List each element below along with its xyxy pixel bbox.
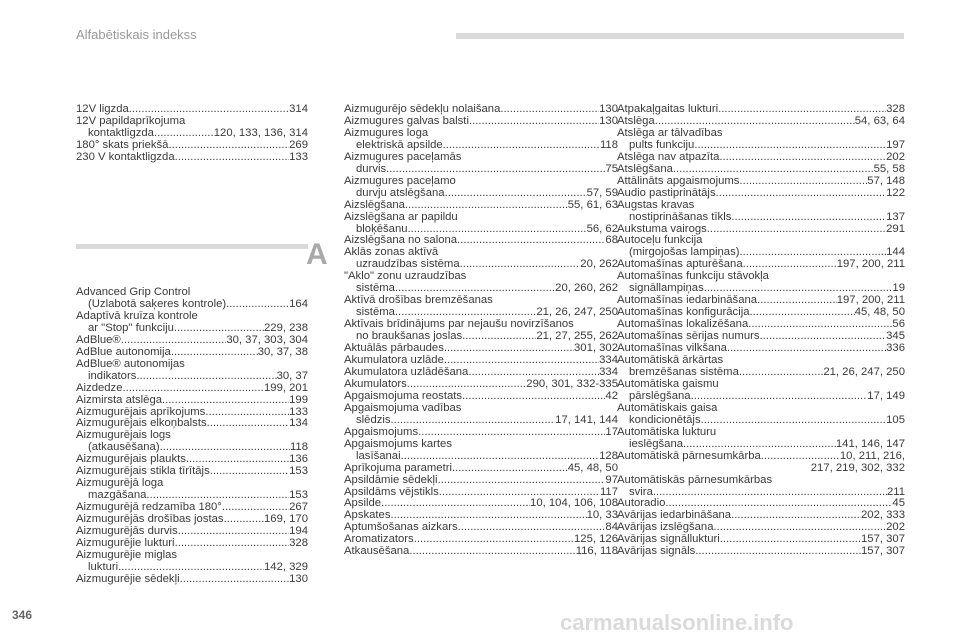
dot-leader <box>701 415 887 427</box>
index-entry-pages: 17, 141, 144 <box>555 413 618 426</box>
index-entry-pages: 334 <box>599 365 618 378</box>
index-entry-term: Atslēga nav atpazīta <box>617 150 720 163</box>
index-entry-pages: 10, 33 <box>586 509 618 522</box>
index-entry-term: sistēma <box>356 306 395 319</box>
index-entry-pages: 314 <box>289 103 308 115</box>
index-entry <box>344 463 618 475</box>
index-entry-pages: 125, 126 <box>574 533 618 546</box>
index-entry-pages: 141, 146, 147 <box>835 437 905 450</box>
index-entry-pages: 56, 62 <box>586 222 618 235</box>
index-entry-term: Aizdedze <box>76 381 123 394</box>
index-entry-pages: 19 <box>892 282 905 295</box>
header-bar <box>456 33 904 39</box>
index-entry-pages: 117 <box>599 485 618 498</box>
dot-leader <box>444 343 574 355</box>
index-entry-term: slēdzis <box>356 413 391 426</box>
index-entry-term: Avārijas signāls <box>617 545 696 558</box>
index-entry-term: 230 V kontaktligzda <box>76 150 175 163</box>
section-letter: A <box>306 238 328 271</box>
index-entry-term: Aizmugurējā redzamība 180° <box>76 501 222 514</box>
index-entry-term: Aizmugurējās drošības jostas <box>76 513 224 526</box>
index-entry-pages: 164 <box>289 297 308 310</box>
index-entry-pages: 30, 37, 303, 304 <box>226 333 308 346</box>
index-entry-term: Atkausēšana <box>344 545 410 558</box>
dot-leader <box>462 391 605 403</box>
index-entry-term: Apgaismojuma reostats <box>344 389 463 402</box>
index-entry <box>344 546 618 558</box>
index-entry-term: ar "Stop" funkciju <box>88 321 174 334</box>
index-entry-term: ieslēgšana <box>629 437 684 450</box>
dot-leader <box>205 407 289 419</box>
index-entry-term: Automātiskā ārkārtas <box>617 354 724 367</box>
index-entry-pages: 133 <box>289 150 308 163</box>
dot-leader <box>469 116 599 128</box>
index-entry-pages: 17, 149 <box>867 389 905 402</box>
index-entry-pages: 57, 148 <box>867 174 905 187</box>
dot-leader <box>414 534 574 546</box>
index-entry-pages: 328 <box>886 103 905 115</box>
index-entry-term: Aizmugures paceļamās <box>344 150 462 163</box>
index-entry-pages: 194 <box>289 525 308 538</box>
index-entry-term: Atslēga ar tālvadības <box>617 126 723 139</box>
index-entry-pages: 20, 260, 262 <box>555 282 618 295</box>
index-entry-pages: 153 <box>289 465 308 478</box>
dot-leader <box>748 319 892 331</box>
index-entry-term: Aktuālās pārbaudes <box>344 342 444 355</box>
index-entry-term: Avārijas iedarbināšana <box>617 509 732 522</box>
index-entry-pages: 217, 219, 302, 332 <box>810 461 905 474</box>
index-entry-term: svira <box>629 485 653 498</box>
dot-leader <box>719 152 886 164</box>
index-entry-term: Aktīvā drošības bremzēšanas <box>344 294 493 307</box>
dot-leader <box>171 347 258 359</box>
index-entry-term: (mirgojošas lampiņas) <box>629 246 740 259</box>
index-entry-term: Avārijas signāllukturi <box>617 533 720 546</box>
index-entry-pages: 97 <box>605 473 618 486</box>
dot-leader <box>162 395 289 407</box>
dot-leader <box>409 546 575 558</box>
index-entry-term: bloķēšanu <box>356 222 408 235</box>
index-entry-pages: 199, 201 <box>264 381 308 394</box>
index-entry-pages: 21, 26, 247, 250 <box>536 306 618 319</box>
index-entry-term: lasīšanai <box>356 449 401 462</box>
index-entry-pages: 136 <box>289 453 308 466</box>
index-entry-pages: 328 <box>289 537 308 550</box>
index-entry-term: (Uzlabotā saķeres kontrole) <box>88 297 227 310</box>
index-entry <box>344 427 618 439</box>
index-entry-term: pārslēgšana <box>629 389 691 402</box>
index-entry-pages: 21, 27, 255, 262 <box>536 330 618 343</box>
dot-leader <box>136 371 276 383</box>
index-entry-pages: 199 <box>289 393 308 406</box>
index-entry <box>617 415 905 427</box>
dot-leader <box>457 235 605 247</box>
index-entry <box>76 335 308 347</box>
dot-leader <box>418 427 605 439</box>
dot-leader <box>175 152 290 164</box>
index-entry-pages: 142, 329 <box>264 560 308 573</box>
index-entry-pages: 10, 104, 106, 108 <box>530 497 618 510</box>
index-entry-term: Automātiska lukturu <box>617 425 717 438</box>
index-entry-term: Automātiska gaismu <box>617 377 719 390</box>
index-entry-term: Autoceļu funkcija <box>617 234 703 247</box>
index-entry-pages: 336 <box>886 342 905 355</box>
index-entry-pages: 55, 61, 63 <box>567 198 618 211</box>
index-entry-term: Akumulators <box>344 377 407 390</box>
index-entry-pages: 157, 307 <box>861 533 905 546</box>
index-entry-term: (atkausēšana) <box>88 441 160 454</box>
index-entry-term: durvju atslēgšana <box>356 186 445 199</box>
dot-leader <box>178 526 289 538</box>
index-entry <box>76 395 308 407</box>
index-entry-term: Aktīvais brīdinājums par nejaušu novirzīšanos <box>344 318 574 331</box>
index-entry-term: elektriskā apsilde <box>356 138 443 151</box>
index-entry-term: Automātiskās pārnesumkārbas <box>617 473 773 486</box>
index-entry-term: Aklās zonas aktīvā <box>344 246 439 259</box>
index-column-3 <box>617 104 905 558</box>
index-entry <box>617 164 905 176</box>
index-entry-term: nostiprināšanas tīkls <box>629 210 732 223</box>
index-entry-pages: 202 <box>886 521 905 534</box>
dot-leader <box>381 498 530 510</box>
index-entry-pages: 128 <box>599 449 618 462</box>
index-entry-pages: 45, 48, 50 <box>567 461 618 474</box>
index-entry-pages: 290, 301, 332-335 <box>526 377 618 390</box>
dot-leader <box>695 546 861 558</box>
index-entry-pages: 54, 63, 64 <box>854 114 905 127</box>
index-entry-term: kontaktligzda <box>88 126 154 139</box>
dot-leader <box>739 367 823 379</box>
index-entry-term: AdBlue® autonomijas <box>76 357 185 370</box>
dot-leader <box>438 475 606 487</box>
index-entry-term: AdBlue® <box>76 333 121 346</box>
index-entry-term: 12V ligzda <box>76 103 129 115</box>
index-entry <box>617 176 905 188</box>
index-entry-term: mazgāšana <box>88 489 147 502</box>
index-entry-term: Autoradio <box>617 497 666 510</box>
dot-leader <box>691 391 868 403</box>
index-entry-pages: 153 <box>289 489 308 502</box>
index-entry-term: Apskates <box>344 509 391 522</box>
index-entry-term: Advanced Grip Control <box>76 286 191 298</box>
index-entry-pages: 229, 238 <box>264 321 308 334</box>
index-entry <box>617 439 905 451</box>
index-entry-term: Aizmugurējais plaukts <box>76 453 186 466</box>
index-entry-pages: 345 <box>886 330 905 343</box>
index-entry-pages: 134 <box>289 417 308 430</box>
index-entry-term: Aizmugurējais aprīkojums <box>76 405 206 418</box>
index-column-1-bottom <box>76 287 308 586</box>
dot-leader <box>720 534 861 546</box>
index-entry-term: Aizmugurējā loga <box>76 477 164 490</box>
index-entry-pages: 130 <box>289 572 308 585</box>
index-entry-term: Aizslēgšana no salona <box>344 234 458 247</box>
index-entry-term: Aizmugures paceļamo <box>344 174 456 187</box>
index-entry-pages: 291 <box>886 222 905 235</box>
index-entry-term: 12V papildaprīkojuma <box>76 114 186 127</box>
index-entry <box>344 451 618 463</box>
index-entry-pages: 105 <box>886 413 905 426</box>
index-entry <box>617 546 905 558</box>
index-entry-pages: 144 <box>886 246 905 259</box>
index-entry <box>344 188 618 200</box>
index-entry-pages: 56 <box>892 318 905 331</box>
index-entry-term: Apgaismojums <box>344 425 419 438</box>
index-entry-term: Aizmugurējais stikla tīrītājs <box>76 465 210 478</box>
dot-leader <box>757 295 837 307</box>
index-entry-term: Aptumšošanas aizkars <box>344 521 458 534</box>
index-entry-term: Automašīnas lokalizēšana <box>617 318 749 331</box>
index-entry-pages: 197, 200, 211 <box>836 294 905 307</box>
index-entry <box>617 188 905 200</box>
section-divider <box>76 244 308 249</box>
index-entry-term: Automašīnas funkciju stāvokļa <box>617 270 769 283</box>
index-entry-term: Automašīnas konfigurācija <box>617 306 750 319</box>
index-entry-pages: 42 <box>605 389 618 402</box>
index-entry-term: Avārijas izslēgšana <box>617 521 714 534</box>
index-entry <box>617 212 905 224</box>
index-entry-pages: 197, 200, 211 <box>836 258 905 271</box>
index-entry-term: Automašīnas apturēšana <box>617 258 743 271</box>
index-entry-term: Automātiskā pārnesumkārba <box>617 449 761 462</box>
index-entry-term: 180° skats priekšā <box>76 138 169 151</box>
index-entry-pages: 130 <box>599 114 618 127</box>
dot-leader <box>731 212 886 224</box>
dot-leader <box>761 451 840 463</box>
index-entry-pages: 55, 58 <box>873 162 905 175</box>
index-column-1-top <box>76 104 308 164</box>
index-entry-term: Adaptīvā kruīza kontrole <box>76 309 198 322</box>
dot-leader <box>224 514 264 526</box>
index-entry-term: uzraudzības sistēma <box>356 258 460 271</box>
index-entry-term: Automātiskais gaisa <box>617 401 718 414</box>
index-entry-pages: 75 <box>605 162 618 175</box>
index-entry-pages: 267 <box>289 501 308 514</box>
index-entry-term: Audio pastiprinātājs <box>617 186 716 199</box>
index-entry-term: Aizmugurējie miglas <box>76 548 178 561</box>
dot-leader <box>731 510 861 522</box>
dot-leader <box>401 451 600 463</box>
index-entry <box>76 574 308 586</box>
index-entry-pages: 17 <box>605 425 618 438</box>
dot-leader <box>760 331 887 343</box>
index-entry-term: Akumulatora uzlādēšana <box>344 365 469 378</box>
dot-leader <box>226 299 289 311</box>
dot-leader <box>716 188 887 200</box>
index-entry-term: Atslēga <box>617 114 655 127</box>
watermark: carmanualsonline.info <box>560 610 794 635</box>
index-entry-pages: 197 <box>886 138 905 151</box>
index-entry-term: AdBlue autonomija <box>76 345 171 358</box>
index-entry-pages: 20, 262 <box>580 258 618 271</box>
index-entry-term: Apsilde <box>344 497 382 510</box>
index-entry-pages: 84 <box>605 521 618 534</box>
dot-leader <box>462 331 536 343</box>
dot-leader <box>210 466 289 478</box>
index-entry-term: Apgaismojuma vadības <box>344 401 462 414</box>
index-entry-term: Akumulatora uzlāde <box>344 354 444 367</box>
index-entry-term: Automašīnas vilkšana <box>617 342 727 355</box>
index-entry-pages: 137 <box>886 210 905 223</box>
index-entry-term: lukturi <box>88 560 119 573</box>
index-entry-term: kondicionētājs <box>629 413 701 426</box>
index-entry-term: sistēma <box>356 282 395 295</box>
dot-leader <box>180 574 290 586</box>
index-entry-pages: 118 <box>599 138 618 151</box>
index-entry-pages: 30, 37, 38 <box>257 345 308 358</box>
dot-leader <box>460 259 581 271</box>
index-entry-pages: 118 <box>289 441 308 454</box>
index-entry-term: durvis <box>356 162 387 175</box>
index-entry-term: Aizmugurējie lukturi <box>76 537 175 550</box>
index-entry-pages: 116, 118 <box>575 545 618 558</box>
index-entry-term: Apsildāmie sēdekļi <box>344 473 438 486</box>
dot-leader <box>445 188 587 200</box>
dot-leader <box>386 164 605 176</box>
index-entry-term: Aizslēgšana ar papildu <box>344 210 458 223</box>
index-entry-term: Aizmugurējais elkoņbalsts <box>76 417 207 430</box>
index-entry-pages: 157, 307 <box>861 545 905 558</box>
index-entry-term: Automašīnas iedarbināšana <box>617 294 758 307</box>
dot-leader <box>405 200 568 212</box>
index-entry-term: Aprīkojuma parametri <box>344 461 452 474</box>
dot-leader <box>121 335 227 347</box>
index-entry-pages: 211 <box>886 485 905 498</box>
index-entry-pages: 122 <box>886 186 905 199</box>
index-entry-term: Aizmugurējo sēdekļu nolaišana <box>344 103 501 115</box>
index-entry <box>617 152 905 164</box>
index-entry-term: pults funkciju <box>629 138 695 151</box>
dot-leader <box>122 383 264 395</box>
index-entry-term: Aizslēgšana <box>344 198 405 211</box>
index-entry-pages: 130 <box>599 103 618 115</box>
index-entry <box>76 347 308 359</box>
dot-leader <box>673 164 874 176</box>
page-number: 346 <box>12 608 33 622</box>
index-entry-pages: 334 <box>599 354 618 367</box>
index-entry-pages: 301, 302 <box>574 342 618 355</box>
index-entry-term: Aizmugurējās durvis <box>76 525 178 538</box>
index-entry-term: Aizmugures galvas balsti <box>344 114 469 127</box>
index-entry-term: indikators <box>88 369 137 382</box>
index-entry-pages: 133 <box>289 405 308 418</box>
index-entry-term: "Aklo" zonu uzraudzības <box>344 270 467 283</box>
index-entry-term: Augstas kravas <box>617 198 695 211</box>
index-entry-term: Aizmugurējais logs <box>76 429 171 442</box>
index-entry-pages: 45 <box>892 497 905 510</box>
index-entry <box>344 164 618 176</box>
dot-leader <box>707 224 886 236</box>
index-entry-pages: 57, 59 <box>586 186 618 199</box>
index-entry <box>344 200 618 212</box>
index-entry-term: Aizmugurējie sēdekļi <box>76 572 180 585</box>
dot-leader <box>391 415 556 427</box>
index-entry-term: Automašīnas sērijas numurs <box>617 330 760 343</box>
dot-leader <box>739 176 867 188</box>
index-entry-term: Atpakaļgaitas lukturi <box>617 103 719 115</box>
index-entry-term: Aromatizators <box>344 533 414 546</box>
index-entry-term: Aizmirsta atslēga <box>76 393 163 406</box>
index-entry <box>617 463 905 475</box>
index-entry-term: Atslēgšana <box>617 162 673 175</box>
index-entry-pages: 202, 333 <box>861 509 905 522</box>
index-entry-term: Aukstuma vairogs <box>617 222 707 235</box>
index-column-2 <box>344 104 618 558</box>
index-entry-term: no braukšanas joslas <box>356 330 463 343</box>
index-entry-pages: 45, 48, 50 <box>854 306 905 319</box>
index-entry <box>76 383 308 395</box>
dot-leader <box>500 104 599 116</box>
dot-leader <box>653 487 887 499</box>
index-entry <box>344 475 618 487</box>
page-header-title: Alfabētiskais indekss <box>76 27 197 42</box>
index-entry-term: Apgaismojums kartes <box>344 437 452 450</box>
dot-leader <box>207 418 290 430</box>
index-entry-pages: 21, 26, 247, 250 <box>823 365 905 378</box>
index-entry-pages: 10, 211, 216, <box>839 449 905 462</box>
dot-leader <box>750 307 855 319</box>
dot-leader <box>694 140 886 152</box>
index-entry-pages: 120, 133, 136, 314 <box>213 126 308 139</box>
index-entry-term: signāllampiņas <box>629 282 704 295</box>
index-entry-term: Aizmugures loga <box>344 126 429 139</box>
dot-leader <box>175 538 290 550</box>
dot-leader <box>452 463 568 475</box>
dot-leader <box>443 140 600 152</box>
index-entry <box>344 415 618 427</box>
index-entry-term: Apsildāms vējstikls <box>344 485 439 498</box>
index-entry-pages: 269 <box>289 138 308 151</box>
index-entry <box>76 371 308 383</box>
index-entry <box>76 152 308 164</box>
index-entry-pages: 68 <box>605 234 618 247</box>
dot-leader <box>727 343 886 355</box>
index-entry-term: Attālināts apgaismojums <box>617 174 740 187</box>
index-entry-term: bremzēšanas sistēma <box>629 365 739 378</box>
index-entry <box>617 451 905 463</box>
dot-leader <box>168 140 289 152</box>
dot-leader <box>683 439 836 451</box>
index-entry-pages: 169, 170 <box>264 513 308 526</box>
index-entry-pages: 202 <box>886 150 905 163</box>
index-entry-pages: 30, 37 <box>276 369 308 382</box>
